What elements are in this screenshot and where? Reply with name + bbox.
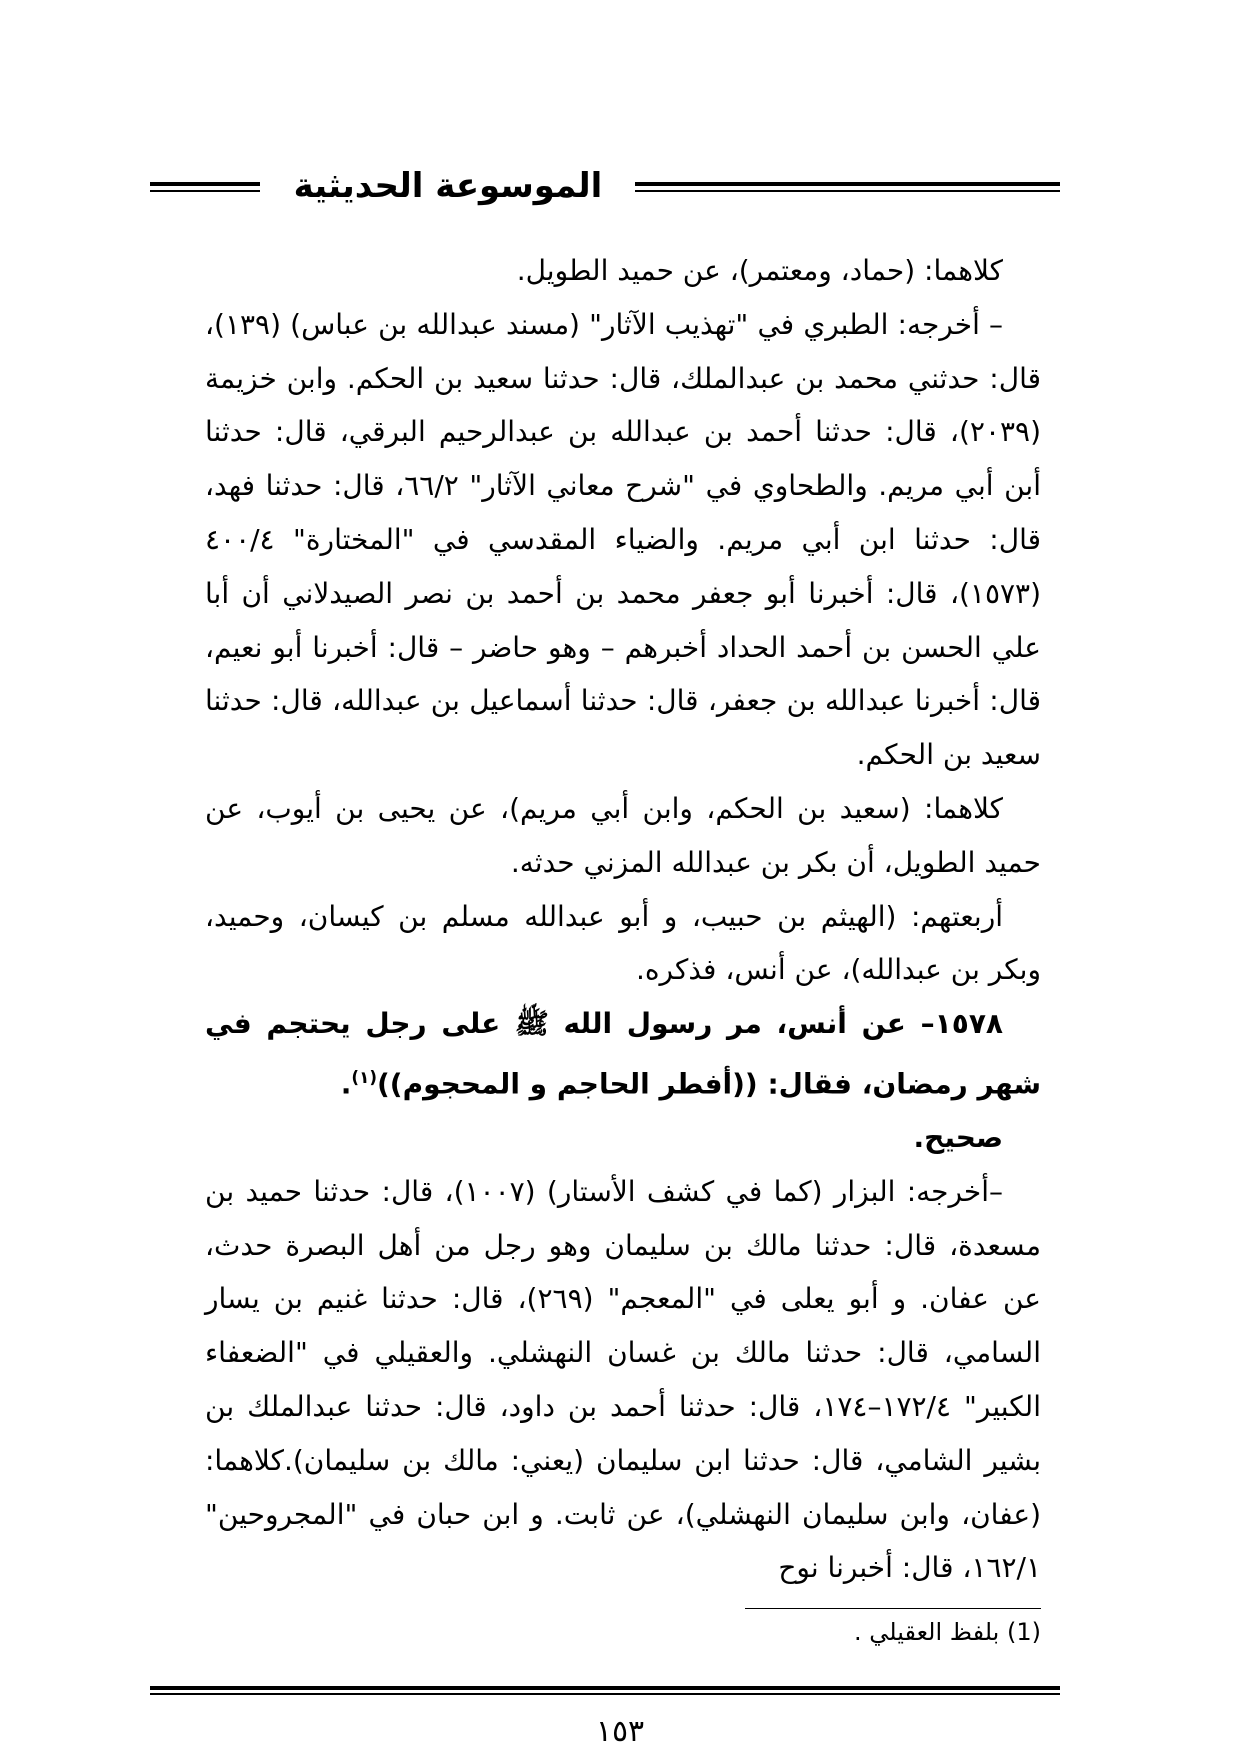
footer-rule-thin xyxy=(150,1693,1060,1695)
footer-rules xyxy=(150,1686,1060,1695)
hadith-end: . xyxy=(340,1067,352,1101)
paragraph-7: –أخرجه: البزار (كما في كشف الأستار) (١٠٠٧)، قال: حدثنا حميد بن مسعدة، قال: حدثنا مالك بن سليمان وهو رجل من أهل البصرة حدث، عن عفان. و أبو يعلى في "المعجم" (٢٦٩)، قال: حدثنا غنيم بن يسار السامي، قال: حدثنا مالك بن غسان النهشلي. والعقيلي في "الضعفاء الكبير" ١٧٢/٤–١٧٤، قال: حدثنا أحمد بن داود، قال: حدثنا عبدالملك بن بشير الشامي، قال: حدثنا ابن سليمان (يعني: مالك بن سليمان).كلاهما: (عفان، وابن سليمان النهشلي)، عن ثابت. و ابن حبان في "المجروحين" ١٦٢/١، قال: أخبرنا نوح xyxy=(205,1174,1041,1585)
paragraph-4: أربعتهم: (الهيثم بن حبيب، و أبو عبدالله مسلم بن كيسان، وحميد، وبكر بن عبدالله)، عن أنس، فذكره. xyxy=(205,899,1041,987)
footnote-ref[interactable]: (١) xyxy=(351,1066,377,1087)
header-rule-left xyxy=(150,182,260,192)
grading: صحيح. xyxy=(913,1121,1003,1155)
main-text xyxy=(205,244,1041,1595)
paragraph-3: كلاهما: (سعيد بن الحكم، وابن أبي مريم)، عن يحيى بن أيوب، عن حميد الطويل، أن بكر بن عبدالله المزني حدثه. xyxy=(205,791,1041,879)
header-title: الموسوعة الحديثية xyxy=(293,166,603,206)
hadith-text xyxy=(205,997,1041,1111)
paragraph-1: كلاهما: (حماد، ومعتمر)، عن حميد الطويل. xyxy=(516,254,1003,287)
page-header xyxy=(150,166,1060,212)
footnote-divider xyxy=(745,1608,1041,1609)
hadith-body: ١٥٧٨– عن أنس، مر رسول الله ﷺ على رجل يحتجم في شهر رمضان، فقال: ((أفطر الحاجم و المحجوم)) xyxy=(205,1007,1041,1101)
header-rule-right xyxy=(635,182,1060,192)
paragraph-2: – أخرجه: الطبري في "تهذيب الآثار" (مسند عبدالله بن عباس) (١٣٩)، قال: حدثني محمد بن عبدالملك، قال: حدثنا سعيد بن الحكم. وابن خزيمة (٢٠٣٩)، قال: حدثنا أحمد بن عبدالله بن عبدالرحيم البرقي، قال: حدثنا أبن أبي مريم. والطحاوي في "شرح معاني الآثار" ٦٦/٢، قال: حدثنا فهد، قال: حدثنا ابن أبي مريم. والضياء المقدسي في "المختارة" ٤٠٠/٤ (١٥٧٣)، قال: أخبرنا أبو جعفر محمد بن أحمد بن نصر الصيدلاني أن أبا علي الحسن بن أحمد الحداد أخبرهم – وهو حاضر – قال: أخبرنا أبو نعيم، قال: أخبرنا عبدالله بن جعفر، قال: حدثنا أسماعيل بن عبدالله، قال: حدثنا سعيد بن الحكم. xyxy=(205,307,1041,772)
footer-rule-thick xyxy=(150,1686,1060,1690)
page-number: ١٥٣ xyxy=(595,1714,645,1749)
footnote: (1) بلفظ العقيلي . xyxy=(854,1618,1041,1646)
